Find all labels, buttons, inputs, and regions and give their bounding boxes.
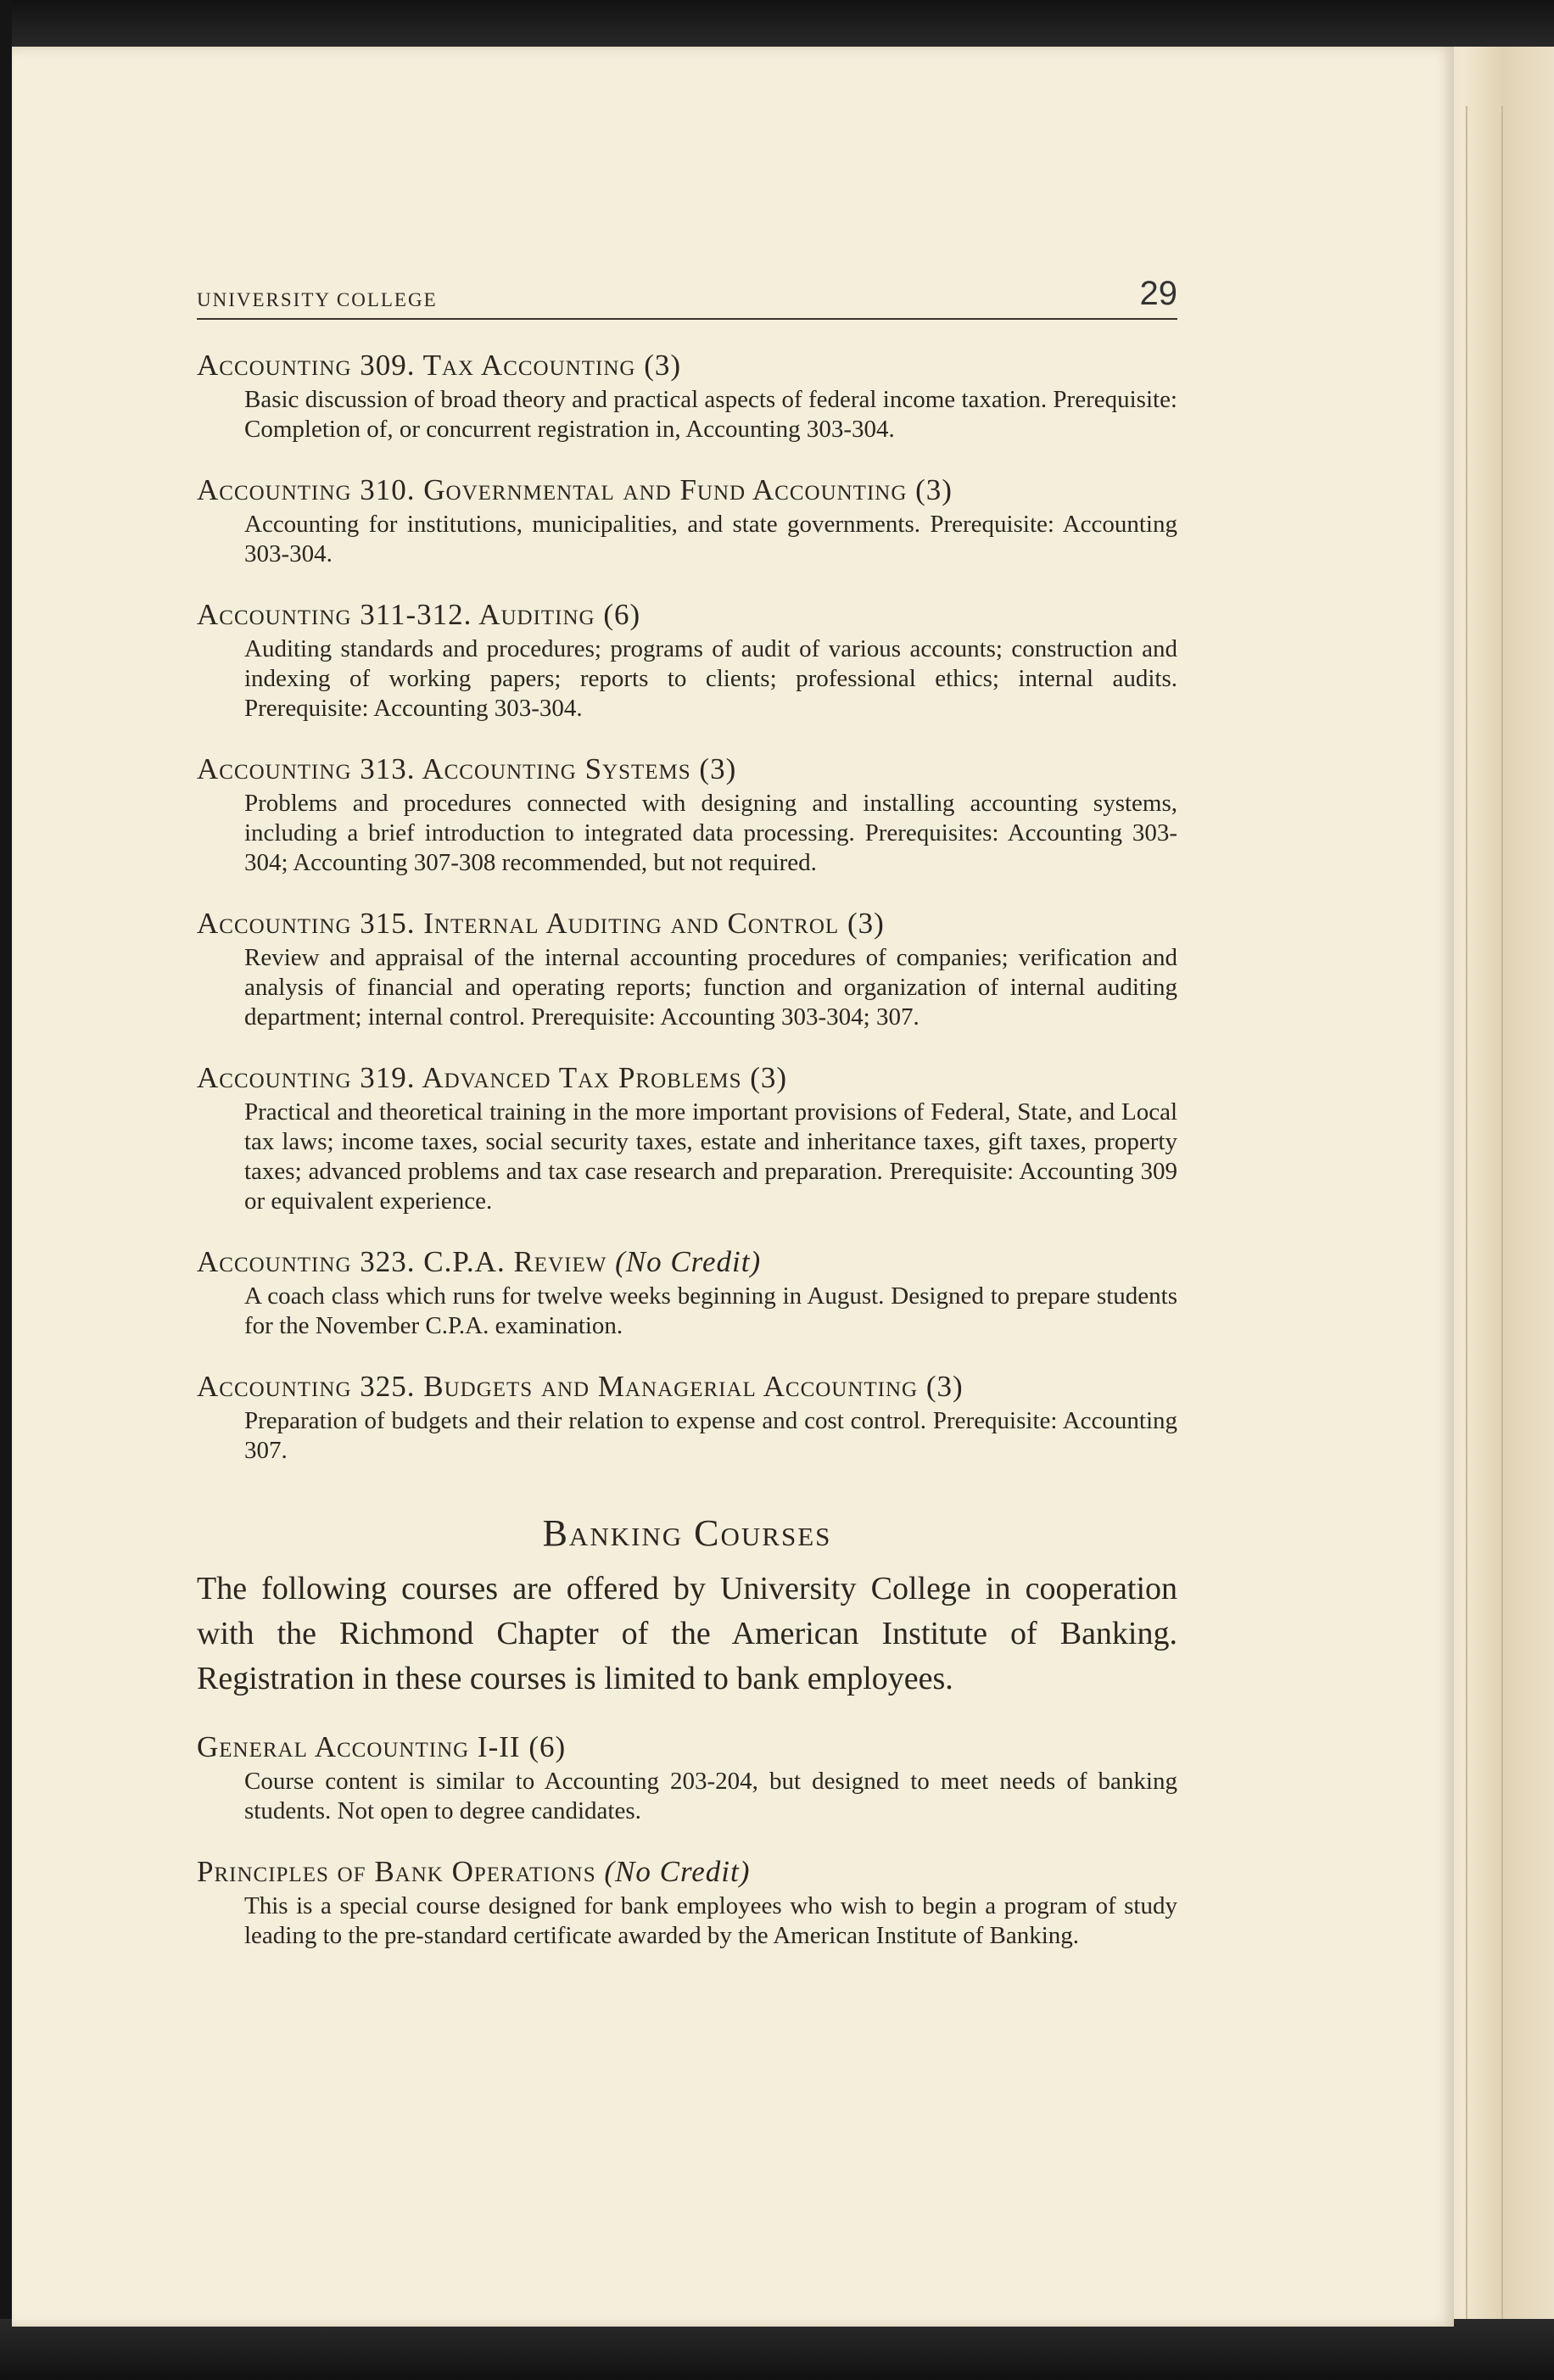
book-cover-top [0, 0, 1554, 53]
course-description: Course content is similar to Accounting 203-204, but designed to meet needs of banking students. Not open to degree candidates. [244, 1768, 1177, 1824]
course-description: Auditing standards and procedures; programs of audit of various accounts; construction and indexing of working papers; reports to clients; professional ethics; internal audits. Prerequisite: Accounting 303-304. [244, 635, 1177, 722]
course-title: Internal Auditing and Control [423, 907, 840, 940]
course-credits: (6) [603, 598, 641, 631]
course-heading [197, 904, 1177, 943]
course-heading [197, 346, 1177, 385]
banking-intro: The following courses are offered by University College in cooperation with the Richmond Chapter of the American Institute of Banking. Registration in these courses is limited to bank employees. [197, 1571, 1177, 1696]
course-heading [197, 750, 1177, 789]
course-prefix: Accounting [197, 1370, 352, 1403]
course-entry [197, 1367, 1177, 1466]
course-number: 319. [360, 1061, 416, 1094]
course-prefix: Accounting [197, 1245, 352, 1278]
course-prefix: Accounting [197, 907, 352, 940]
course-credits: (3) [699, 752, 737, 785]
course-number: 309. [360, 349, 416, 382]
course-entry [197, 1728, 1177, 1826]
course-heading [197, 1852, 1177, 1891]
course-entry [197, 1059, 1177, 1216]
page-content [197, 259, 1177, 1951]
course-description: Preparation of budgets and their relation to expense and cost control. Prerequisite: Accounting 307. [244, 1407, 1177, 1464]
course-title: Advanced Tax Problems [422, 1061, 742, 1094]
course-heading [197, 1243, 1177, 1282]
course-entry [197, 1852, 1177, 1951]
course-number: 325. [360, 1370, 416, 1403]
course-heading [197, 1059, 1177, 1098]
course-number: 323. [360, 1245, 416, 1278]
course-description: Practical and theoretical training in the more important provisions of Federal, State, and Local tax laws; income taxes, social security taxes, estate and inheritance taxes, gift taxes, property taxes; advanced problems and tax case research and preparation. Prerequisite: Accounting 309 or equivalent experience. [244, 1098, 1177, 1215]
course-description: Problems and procedures connected with designing and installing accounting systems, including a brief introduction to integrated data processing. Prerequisites: Accounting 303-304; Accounting 307-308 recommended, but not required. [244, 790, 1177, 876]
course-entry [197, 471, 1177, 569]
page-number: 29 [1139, 275, 1177, 312]
course-number: 311-312. [360, 598, 472, 631]
book-page [12, 47, 1454, 2327]
course-title: Accounting Systems [422, 752, 691, 785]
course-note: (No Credit) [604, 1855, 751, 1888]
course-entry [197, 904, 1177, 1032]
course-description: This is a special course designed for bank employees who wish to begin a program of study leading to the pre-standard certificate awarded by the American Institute of Banking. [244, 1892, 1177, 1949]
section-title-banking: Banking Courses [542, 1512, 832, 1554]
course-heading [197, 1367, 1177, 1406]
page-edge-line [1466, 106, 1467, 2354]
book-cover-bottom [0, 2319, 1554, 2380]
course-entry [197, 1243, 1177, 1341]
running-title: UNIVERSITY COLLEGE [197, 289, 438, 310]
course-entry [197, 750, 1177, 878]
course-description: A coach class which runs for twelve weeks beginning in August. Designed to prepare students for the November C.P.A. examination. [244, 1282, 1177, 1339]
course-title: Tax Accounting [422, 349, 636, 382]
course-prefix: Accounting [197, 752, 352, 785]
course-title: Auditing [478, 598, 595, 631]
course-credits: (6) [528, 1730, 567, 1763]
course-number: 315. [360, 907, 416, 940]
course-heading [197, 1728, 1177, 1767]
page-edge-line [1501, 106, 1503, 2354]
course-prefix: Accounting [197, 349, 352, 382]
course-credits: (3) [750, 1061, 788, 1094]
course-description: Basic discussion of broad theory and practical aspects of federal income taxation. Prerequisite: Completion of, or concurrent registration in, Accounting 303-304. [244, 386, 1177, 443]
course-title: Principles of Bank Operations [197, 1855, 596, 1888]
course-title: Governmental and Fund Accounting [423, 473, 908, 506]
running-header [197, 259, 1177, 320]
course-credits: (3) [644, 349, 681, 382]
banking-course-list [197, 1728, 1177, 1951]
course-heading [197, 471, 1177, 510]
course-note: (No Credit) [615, 1245, 762, 1278]
course-prefix: Accounting [197, 598, 352, 631]
course-description: Accounting for institutions, municipalities, and state governments. Prerequisite: Accounting 303-304. [244, 511, 1177, 567]
course-title: General Accounting I-II [197, 1730, 521, 1763]
course-prefix: Accounting [197, 473, 352, 506]
course-title: C.P.A. Review [423, 1245, 607, 1278]
course-title: Budgets and Managerial Accounting [423, 1370, 919, 1403]
course-entry [197, 346, 1177, 444]
course-entry [197, 595, 1177, 723]
course-number: 313. [360, 752, 416, 785]
course-credits: (3) [847, 907, 885, 940]
course-credits: (3) [915, 473, 953, 506]
course-credits: (3) [925, 1370, 964, 1403]
course-description: Review and appraisal of the internal accounting procedures of companies; verification and analysis of financial and operating reports; function and organization of internal auditing department; internal control. Prerequisite: Accounting 303-304; 307. [244, 944, 1177, 1031]
accounting-course-list [197, 346, 1177, 1466]
course-prefix: Accounting [197, 1061, 352, 1094]
book-cover-left [0, 0, 12, 2380]
course-number: 310. [360, 473, 416, 506]
course-heading [197, 595, 1177, 634]
